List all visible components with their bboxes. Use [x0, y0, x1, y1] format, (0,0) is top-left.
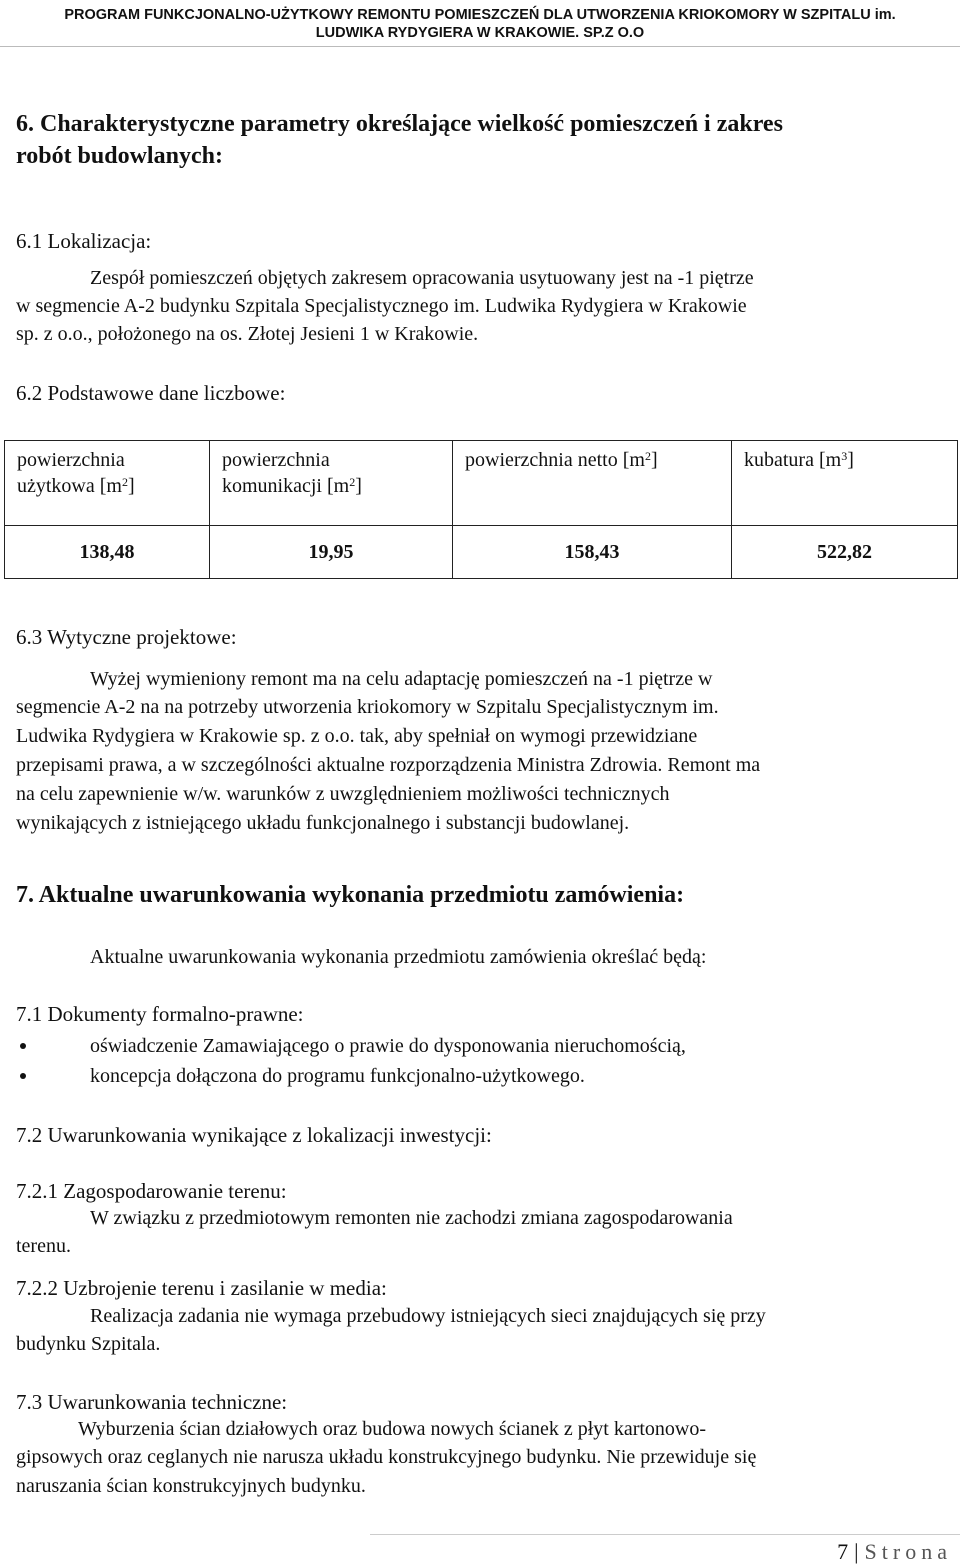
table-cell: 522,82: [732, 526, 958, 579]
superscript: 3: [841, 449, 848, 463]
bullet-icon: [20, 1073, 26, 1079]
document-header: [0, 6, 960, 42]
table-cell: 158,43: [453, 526, 732, 579]
section-6-3-line-4: przepisami prawa, a w szczególności aktualne rozporządzenia Ministra Zdrowia. Remont ma: [16, 754, 761, 776]
section-7-2-1-line-1: W związku z przedmiotowym remonten nie zachodzi zmiana zagospodarowania: [90, 1207, 733, 1229]
bracket: ]: [650, 449, 658, 471]
header-line-1: PROGRAM FUNKCJONALNO-UŻYTKOWY REMONTU POMIESZCZEŃ DLA UTWORZENIA KRIOKOMORY W SZPITALU im.: [64, 7, 896, 23]
footer-divider: [370, 1534, 960, 1535]
list-item-text: oświadczenie Zamawiającego o prawie do dysponowania nieruchomością,: [90, 1035, 686, 1057]
section-6-3-line-3: Ludwika Rydygiera w Krakowie sp. z o.o. tak, aby spełniał on wymogi przewidziane: [16, 725, 698, 747]
section-6-title: [16, 108, 783, 172]
section-6-2-title: 6.2 Podstawowe dane liczbowe:: [16, 381, 286, 405]
section-6-3-line-6: wynikających z istniejącego układu funkcjonalnego i substancji budowlanej.: [16, 812, 630, 834]
footer-separator: |: [854, 1539, 859, 1564]
section-7-3-line-3: naruszania ścian konstrukcyjnych budynku.: [16, 1475, 366, 1497]
header-text: powierzchnia: [17, 449, 125, 471]
section-6-1-line-2: w segmencie A-2 budynku Szpitala Specjalistycznego im. Ludwika Rydygiera w Krakowie: [16, 295, 747, 317]
section-6-3-title: 6.3 Wytyczne projektowe:: [16, 625, 237, 649]
section-7-2-2-title: 7.2.2 Uzbrojenie terenu i zasilanie w media:: [16, 1276, 387, 1300]
section-6-title-line-1: 6. Charakterystyczne parametry określające wielkość pomieszczeń i zakres: [16, 111, 783, 137]
section-6-3-line-1: Wyżej wymieniony remont ma na celu adaptację pomieszczeń na -1 piętrze w: [90, 668, 713, 690]
superscript: 2: [349, 475, 356, 489]
section-7-intro: Aktualne uwarunkowania wykonania przedmiotu zamówienia określać będą:: [90, 946, 707, 968]
header-text: powierzchnia: [222, 449, 330, 471]
section-7-3-line-1: Wyburzenia ścian działowych oraz budowa nowych ścianek z płyt kartonowo-: [78, 1418, 707, 1440]
header-divider: [0, 46, 960, 47]
header-line-2: LUDWIKA RYDYGIERA W KRAKOWIE. SP.Z O.O: [315, 25, 645, 41]
list-item-text: koncepcja dołączona do programu funkcjonalno-użytkowego.: [90, 1065, 585, 1087]
table-header-usable-area: [5, 441, 210, 526]
section-7-2-2-line-2: budynku Szpitala.: [16, 1333, 161, 1355]
page-number: 7: [837, 1539, 849, 1564]
section-7-3-title: 7.3 Uwarunkowania techniczne:: [16, 1390, 288, 1414]
section-6-1-line-1: Zespół pomieszczeń objętych zakresem opracowania usytuowany jest na -1 piętrze: [90, 267, 754, 289]
table-header-row: [5, 441, 958, 526]
parameters-table: [4, 440, 958, 579]
table-header-communication-area: [210, 441, 453, 526]
section-6-1-line-3: sp. z o.o., położonego na os. Złotej Jesieni 1 w Krakowie.: [16, 323, 479, 345]
section-7-2-title: 7.2 Uwarunkowania wynikające z lokalizacji inwestycji:: [16, 1123, 492, 1147]
superscript: 2: [644, 449, 651, 463]
table-cell: 138,48: [5, 526, 210, 579]
section-6-3-line-5: na celu zapewnienie w/w. warunków z uwzględnieniem możliwości technicznych: [16, 783, 670, 805]
section-7-2-2-line-1: Realizacja zadania nie wymaga przebudowy istniejących sieci znajdujących się przy: [90, 1305, 766, 1327]
table-header-volume: [732, 441, 958, 526]
header-text: komunikacji [m: [222, 475, 350, 497]
section-6-1-title: 6.1 Lokalizacja:: [16, 229, 152, 253]
header-text: kubatura [m: [744, 449, 842, 471]
header-text: powierzchnia netto [m: [465, 449, 645, 471]
section-7-3-line-2: gipsowych oraz ceglanych nie narusza układu konstrukcyjnego budynku. Nie przewiduje się: [16, 1446, 757, 1468]
section-7-2-1-title: 7.2.1 Zagospodarowanie terenu:: [16, 1179, 287, 1203]
superscript: 2: [121, 475, 128, 489]
header-text: użytkowa [m: [17, 475, 122, 497]
section-7-2-1-line-2: terenu.: [16, 1235, 71, 1257]
section-6-title-line-2: robót budowlanych:: [16, 143, 223, 169]
section-7-title: 7. Aktualne uwarunkowania wykonania przedmiotu zamówienia:: [16, 882, 685, 908]
bracket: ]: [127, 475, 135, 497]
bracket: ]: [355, 475, 362, 497]
section-6-3-line-2: segmencie A-2 na na potrzeby utworzenia kriokomory w Szpitalu Specjalistycznym im.: [16, 696, 719, 718]
table-header-net-area: [453, 441, 732, 526]
table-row: [5, 526, 958, 579]
bracket: ]: [847, 449, 854, 471]
bullet-icon: [20, 1043, 26, 1049]
page-footer: [837, 1539, 952, 1565]
section-7-1-title: 7.1 Dokumenty formalno-prawne:: [16, 1002, 304, 1026]
table-cell: 19,95: [210, 526, 453, 579]
footer-page-word: Strona: [864, 1539, 952, 1564]
